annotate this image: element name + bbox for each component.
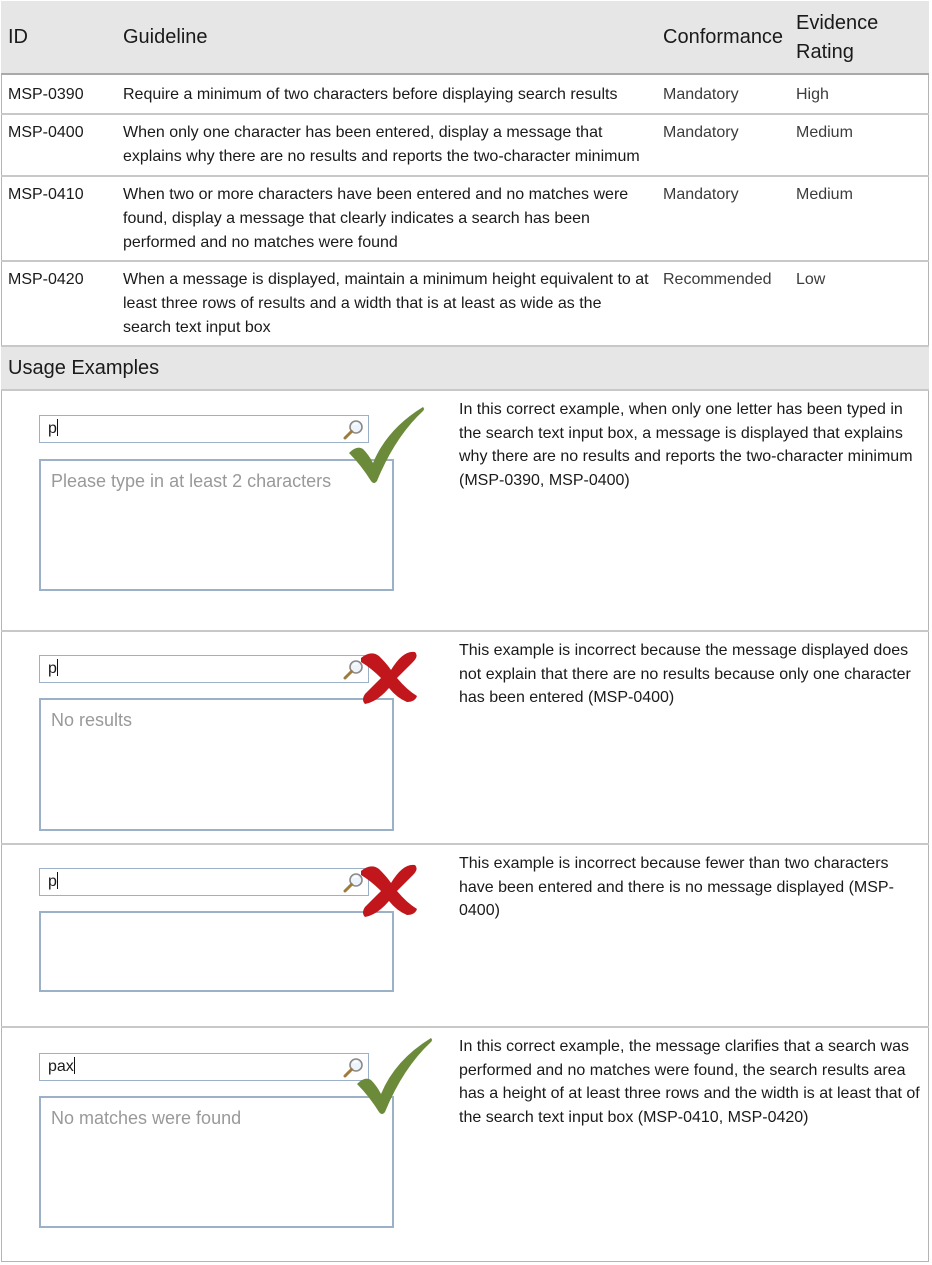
example-description: In this correct example, when only one letter has been typed in the search text input box, a message is displayed that explains why there are no results and reports the two-character minimum (MSP-0390, MSP-0400)	[459, 401, 913, 489]
row-guideline: Require a minimum of two characters before displaying search results	[123, 86, 618, 103]
example-description: This example is incorrect because the message displayed does not explain that there are no results because only one character has been entered (MSP-0400)	[459, 642, 911, 706]
search-results-area	[39, 698, 394, 831]
row-evidence: High	[796, 86, 829, 103]
table-header	[1, 1, 929, 75]
row-id: MSP-0390	[8, 86, 84, 103]
header-id: ID	[8, 26, 28, 48]
usage-heading-text: Usage Examples	[8, 357, 160, 379]
row-id: MSP-0410	[8, 186, 84, 203]
row-conformance: Mandatory	[663, 86, 739, 103]
text-caret	[74, 1057, 75, 1074]
row-conformance: Mandatory	[663, 186, 739, 203]
header-conformance: Conformance	[663, 26, 784, 48]
example-description: This example is incorrect because fewer than two characters have been entered and there is no message displayed (MSP-0400)	[459, 855, 894, 919]
table-row	[1, 115, 929, 177]
search-results-message: No results	[51, 710, 133, 730]
search-input[interactable]	[39, 1053, 369, 1081]
cross-icon	[357, 644, 421, 708]
row-conformance: Mandatory	[663, 124, 739, 141]
search-results-area	[39, 1096, 394, 1228]
table-row	[1, 262, 929, 347]
row-evidence: Low	[796, 271, 826, 288]
search-results-area	[39, 459, 394, 591]
search-results-area	[39, 911, 394, 992]
example-description: In this correct example, the message clarifies that a search was performed and no matches were found, the search results area has a height of at least three rows and the width is at least that of the search text input box (MSP-0410, MSP-0420)	[459, 1038, 920, 1126]
row-guideline: When a message is displayed, maintain a minimum height equivalent to at least three rows of results and a width that is at least as wide as the search text input box	[123, 271, 649, 336]
search-input-value: p	[48, 660, 57, 677]
search-results-message: No matches were found	[51, 1108, 242, 1128]
cross-icon	[357, 857, 421, 921]
checkmark-icon	[347, 405, 427, 485]
search-results-message: Please type in at least 2 characters	[51, 471, 332, 491]
usage-example	[1, 1028, 929, 1263]
usage-example	[1, 845, 929, 1028]
row-guideline: When only one character has been entered, display a message that explains why there are no results and reports the two-character minimum	[123, 124, 640, 165]
table-row	[1, 75, 929, 115]
text-caret	[57, 659, 58, 676]
usage-examples-heading	[1, 347, 929, 391]
search-input[interactable]	[39, 415, 369, 443]
search-input-value: pax	[48, 1058, 74, 1075]
header-evidence-line1: Evidence	[796, 12, 879, 34]
text-caret	[57, 872, 58, 889]
row-id: MSP-0400	[8, 124, 84, 141]
row-conformance: Recommended	[663, 271, 772, 288]
search-input-value: p	[48, 420, 57, 437]
row-evidence: Medium	[796, 186, 853, 203]
text-caret	[57, 419, 58, 436]
row-evidence: Medium	[796, 124, 853, 141]
row-guideline: When two or more characters have been entered and no matches were found, display a message that clearly indicates a search has been performed and no matches were found	[123, 186, 629, 251]
header-evidence-line2: Rating	[796, 41, 854, 63]
usage-example	[1, 632, 929, 845]
checkmark-icon	[355, 1036, 435, 1116]
search-input[interactable]	[39, 868, 369, 896]
usage-example	[1, 391, 929, 632]
search-input[interactable]	[39, 655, 369, 683]
header-guideline: Guideline	[123, 26, 208, 48]
row-id: MSP-0420	[8, 271, 84, 288]
table-row	[1, 177, 929, 262]
search-input-value: p	[48, 873, 57, 890]
